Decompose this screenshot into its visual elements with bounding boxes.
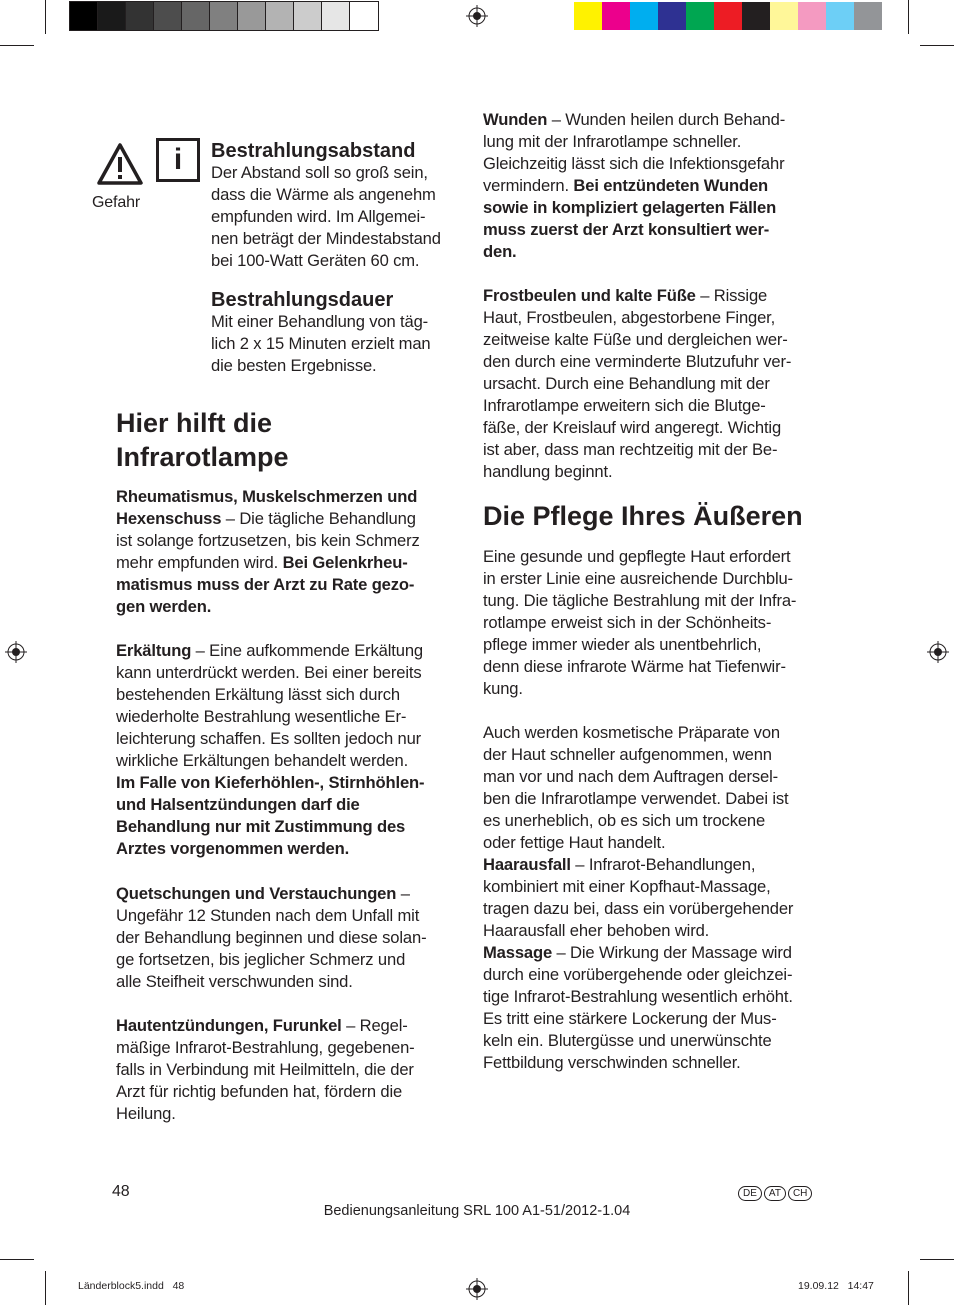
text-line [116,883,461,905]
bold-text: Quetschungen und Verstauchungen [116,884,397,903]
text-line [483,634,833,656]
body-text: – [396,884,410,903]
text-line [116,794,461,816]
body-text: tige Infrarot-Bestrahlung wesentlich erhöht. [483,987,793,1006]
heading-line: Hier hilft die [116,408,273,438]
text-line [483,744,833,766]
body-text: Auch werden kosmetische Präparate von [483,723,780,742]
gray-swatch [98,2,126,30]
registration-mark-icon [466,5,488,27]
bold-text: und Halsentzündungen darf die [116,795,360,814]
duration-text [211,311,471,377]
skin-inflammation-paragraph [116,1015,461,1125]
gray-swatch [182,2,210,30]
color-swatch [686,2,714,30]
body-text: kung. [483,679,523,698]
text-line [483,876,833,898]
color-swatch [742,2,770,30]
body-text: Eine gesunde und gepflegte Haut erfordert [483,547,791,566]
country-badge-ch: CH [788,1186,812,1201]
text-line [483,568,833,590]
text-line [116,1037,461,1059]
text-line [483,373,833,395]
text-line [483,590,833,612]
body-text: leichterung schaffen. Es sollten jedoch nur [116,729,422,748]
heading-line: Infrarotlampe [116,442,289,472]
bold-text: Erkältung [116,641,192,660]
text-line [116,508,461,530]
body-text: mäßige Infrarot-Bestrahlung, gegebenen- [116,1038,415,1057]
text-line [483,439,833,461]
color-swatch [854,2,882,30]
country-badge-at: AT [764,1186,786,1201]
color-swatch [798,2,826,30]
distance-heading: Bestrahlungsabstand [211,140,416,162]
text-line [483,722,833,744]
rheumatism-paragraph [116,486,461,618]
body-text: es unerheblich, ob es sich um trockene [483,811,766,830]
body-text: ge fortsetzen, bis jeglicher Schmerz und [116,950,406,969]
body-text: Gleichzeitig lässt sich die Infektionsgefahr [483,154,785,173]
text-line [483,175,833,197]
text-line [483,285,833,307]
body-text: denn diese infrarote Wärme hat Tiefenwir- [483,657,786,676]
text-line [116,905,461,927]
text-line [483,417,833,439]
text-line [116,574,461,596]
text-line [483,546,833,568]
bold-text: Hexenschuss [116,509,222,528]
text-line: lich 2 x 15 Minuten erzielt man [211,334,431,353]
section-heading-infrared-help [116,406,289,474]
gray-swatch [154,2,182,30]
distance-text [211,162,471,272]
text-line: nen beträgt der Mindestabstand [211,229,441,248]
country-badge-de: DE [738,1186,762,1201]
body-text: Haarausfall eher behoben wird. [483,921,710,940]
crop-mark [920,1259,954,1260]
body-text: ursacht. Durch eine Behandlung mit der [483,374,770,393]
text-line [483,1008,833,1030]
body-text: Arzt für richtig befunden hat, fördern die [116,1082,403,1101]
body-text: – Die tägliche Behandlung [221,509,416,528]
info-glyph: i [173,143,183,176]
registration-mark-icon [927,641,949,663]
body-text: vermindern. [483,176,574,195]
body-text: – Regel- [341,1016,408,1035]
page-number: 48 [112,1183,130,1200]
text-line [483,832,833,854]
bold-text: Haarausfall [483,855,571,874]
gray-swatch [322,2,350,30]
text-line [116,728,461,750]
bold-text: Hautentzündungen, Furunkel [116,1016,342,1035]
body-text: in erster Linie eine ausreichende Durchblu- [483,569,793,588]
color-swatch [826,2,854,30]
text-line [483,1030,833,1052]
body-text: bestehenden Erkältung lässt sich durch [116,685,400,704]
text-line [483,898,833,920]
care-paragraph-2 [483,722,833,1074]
text-line [116,971,461,993]
body-text: keln ein. Blutergüsse und unerwünschte [483,1031,772,1050]
body-text: wirkliche Erkältungen behandelt werden. [116,751,409,770]
text-line [116,706,461,728]
body-text: Es tritt eine stärkere Lockerung der Mus- [483,1009,777,1028]
text-line [483,1052,833,1074]
cold-paragraph [116,640,461,860]
text-line [483,131,833,153]
text-line [483,109,833,131]
bold-text: gen werden. [116,597,212,616]
crop-mark [0,45,34,46]
text-line [116,1059,461,1081]
section-heading-care: Die Pflege Ihres Äußeren [483,501,803,531]
bold-text: sowie in kompliziert gelagerten Fällen [483,198,777,217]
body-text: kombiniert mit einer Kopfhaut-Massage, [483,877,771,896]
text-line [116,816,461,838]
body-text: tung. Die tägliche Bestrahlung mit der Infra- [483,591,797,610]
text-line [483,461,833,483]
text-line [483,766,833,788]
crop-mark [908,0,909,34]
body-text: Haut, Frostbeulen, abgestorbene Finger, [483,308,776,327]
registration-mark-icon [5,641,27,663]
bold-text: Arztes vorgenommen werden. [116,839,350,858]
body-text: der Haut schneller aufgenommen, wenn [483,745,772,764]
text-line [483,964,833,986]
indd-slug-file: Länderblock5.indd 48 [78,1280,185,1292]
body-text: durch eine vorübergehende oder gleichzei- [483,965,793,984]
info-icon [156,138,200,182]
text-line [483,854,833,876]
text-line [483,241,833,263]
color-swatch [770,2,798,30]
body-text: – Die Wirkung der Massage wird [552,943,792,962]
frostbite-paragraph [483,285,833,483]
text-line [483,678,833,700]
body-text: falls in Verbindung mit Heilmitteln, die der [116,1060,414,1079]
gray-swatch [238,2,266,30]
text-line [116,486,461,508]
wounds-paragraph [483,109,833,263]
text-line [483,656,833,678]
color-swatch [714,2,742,30]
bold-text: muss zuerst der Arzt konsultiert wer- [483,220,770,239]
text-line [116,838,461,860]
bold-text: Frostbeulen und kalte Füße [483,286,696,305]
text-line [483,612,833,634]
text-line [483,920,833,942]
color-swatch [602,2,630,30]
text-line [483,329,833,351]
text-line [116,552,461,574]
crop-mark [908,1271,909,1305]
text-line [483,351,833,373]
country-badges [736,1183,812,1201]
text-line [483,197,833,219]
crop-mark [920,45,954,46]
text-line: bei 100-Watt Geräten 60 cm. [211,251,420,270]
body-text: handlung beginnt. [483,462,613,481]
body-text: tragen dazu bei, dass ein vorübergehender [483,899,794,918]
color-swatch [658,2,686,30]
warning-triangle-icon [96,142,144,186]
text-line [483,307,833,329]
gray-swatch [266,2,294,30]
color-swatch [574,2,602,30]
body-text: ist solange fortzusetzen, bis kein Schmerz [116,531,420,550]
text-line [116,1015,461,1037]
text-line [483,153,833,175]
text-line [116,640,461,662]
body-text: alle Steifheit verschwunden sind. [116,972,353,991]
text-line [116,949,461,971]
bold-text: den. [483,242,517,261]
crop-mark [45,1271,46,1305]
care-paragraph-1 [483,546,833,700]
text-line [116,772,461,794]
text-line [116,662,461,684]
bold-text: Bei entzündeten Wunden [573,176,769,195]
color-swatch [630,2,658,30]
body-text: fäße, der Kreislauf wird angeregt. Wichtig [483,418,782,437]
body-text: zeitweise kalte Füße und dergleichen wer- [483,330,788,349]
bold-text: Wunden [483,110,548,129]
text-line [116,1103,461,1125]
gray-swatch [294,2,322,30]
body-text: oder fettige Haut handelt. [483,833,666,852]
bold-text: Im Falle von Kieferhöhlen-, Stirnhöhlen- [116,773,425,792]
text-line [116,684,461,706]
body-text: rotlampe erweist sich in der Schönheits- [483,613,772,632]
body-text: – Eine aufkommende Erkältung [191,641,423,660]
body-text: Infrarotlampe erweitern sich die Blutge- [483,396,766,415]
text-line [116,750,461,772]
bruise-paragraph [116,883,461,993]
text-line [483,219,833,241]
text-line: empfunden wird. Im Allgemei- [211,207,426,226]
body-text: Fettbildung verschwinden schneller. [483,1053,741,1072]
bold-text: Bei Gelenkrheu- [282,553,408,572]
body-text: Heilung. [116,1104,176,1123]
text-line [483,395,833,417]
text-line [116,1081,461,1103]
body-text: den durch eine verminderte Blutzufuhr ver- [483,352,792,371]
danger-label: Gefahr [92,194,141,211]
bold-text: Behandlung nur mit Zustimmung des [116,817,406,836]
bold-text: matismus muss der Arzt zu Rate gezo- [116,575,415,594]
body-text: – Wunden heilen durch Behand- [547,110,786,129]
text-line [116,927,461,949]
gray-swatch [350,2,378,30]
gray-swatch [210,2,238,30]
indd-slug-date: 19.09.12 14:47 [798,1280,874,1292]
body-text: ben die Infrarotlampe verwendet. Dabei ist [483,789,789,808]
bold-text: Massage [483,943,553,962]
gray-swatch [126,2,154,30]
crop-mark [45,0,46,34]
text-line [116,596,461,618]
text-line [483,942,833,964]
text-line: Mit einer Behandlung von täg- [211,312,429,331]
registration-mark-icon [466,1278,488,1300]
body-text: Ungefähr 12 Stunden nach dem Unfall mit [116,906,420,925]
text-line [483,810,833,832]
body-text: pflege immer wieder als unentbehrlich, [483,635,762,654]
body-text: lung mit der Infrarotlampe schneller. [483,132,742,151]
body-text: kann unterdrückt werden. Bei einer bereits [116,663,422,682]
body-text: man vor und nach dem Auftragen dersel- [483,767,779,786]
bold-text: Rheumatismus, Muskelschmerzen und [116,487,418,506]
body-text: wiederholte Bestrahlung wesentliche Er- [116,707,407,726]
crop-mark [0,1259,34,1260]
body-text: – Infrarot-Behandlungen, [570,855,756,874]
duration-heading: Bestrahlungsdauer [211,289,394,311]
text-line [116,530,461,552]
body-text: – Rissige [695,286,768,305]
gray-swatch [70,2,98,30]
text-line: die besten Ergebnisse. [211,356,377,375]
manual-reference: Bedienungsanleitung SRL 100 A1-51/2012-1.04 [323,1203,631,1219]
body-text: der Behandlung beginnen und diese solan- [116,928,427,947]
body-text: ist aber, dass man rechtzeitig mit der Be- [483,440,778,459]
text-line [483,788,833,810]
body-text: mehr empfunden wird. [116,553,283,572]
text-line: Der Abstand soll so groß sein, [211,163,428,182]
text-line [483,986,833,1008]
text-line: dass die Wärme als angenehm [211,185,436,204]
